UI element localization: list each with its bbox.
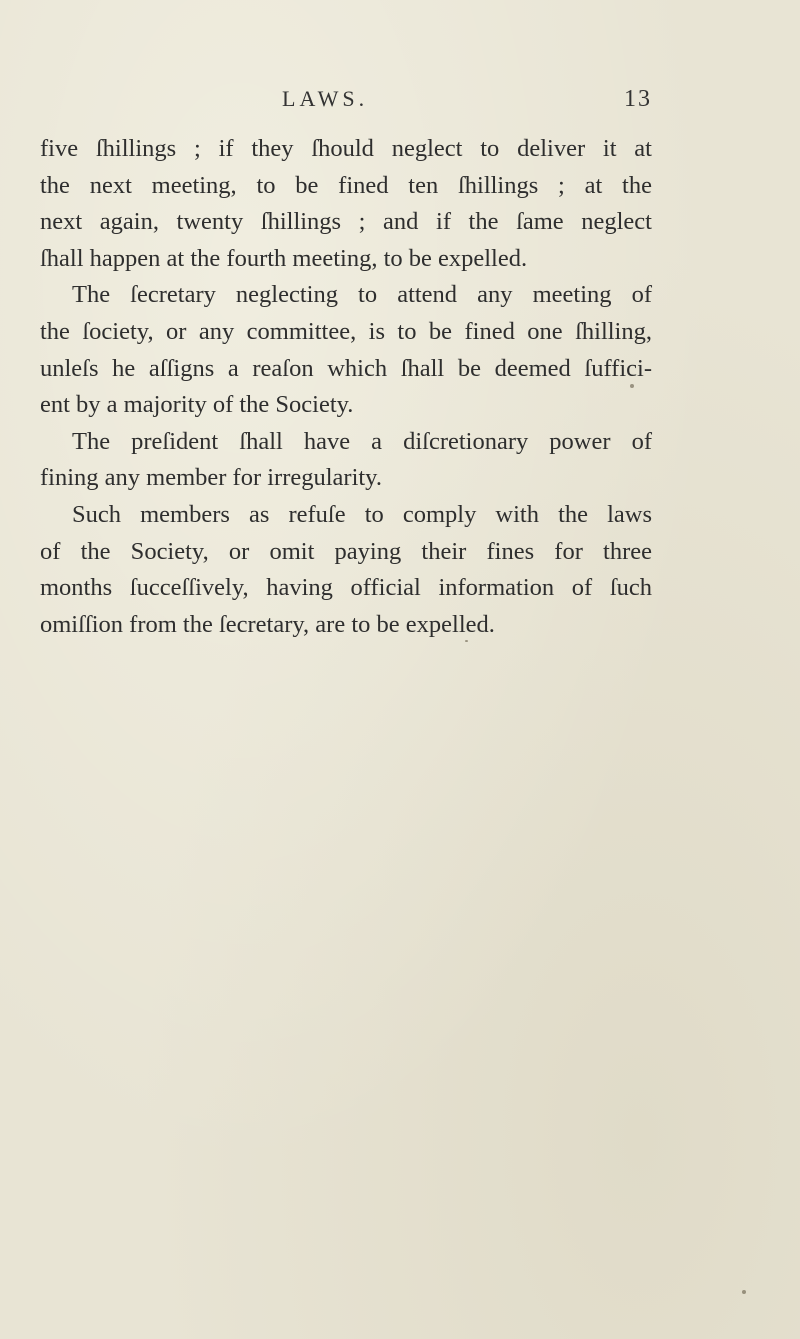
page-number: 13	[624, 86, 652, 112]
text-line: The preſident ſhall have a diſcretionary power of	[72, 427, 652, 455]
text-line: of the Society, or omit paying their fines for three	[40, 537, 652, 565]
text-line: next again, twenty ſhillings ; and if the ſame neglect	[40, 208, 652, 236]
paper-speck	[465, 640, 468, 642]
paper-speck	[742, 1290, 746, 1294]
text-line: the ſociety, or any committee, is to be fined one ſhilling,	[40, 317, 652, 345]
text-line: the next meeting, to be fined ten ſhillings ; at the	[40, 171, 652, 199]
text-line: ſhall happen at the fourth meeting, to be expelled.	[40, 244, 528, 272]
running-head	[40, 86, 652, 122]
text-line: fining any member for irregularity.	[40, 464, 382, 492]
body-text	[40, 131, 652, 643]
text-line: months ſucceſſively, having official information of ſuch	[40, 574, 652, 602]
text-line: unleſs he aſſigns a reaſon which ſhall be deemed ſuffici-	[40, 354, 652, 382]
text-line: omiſſion from the ſecretary, are to be expelled.	[40, 610, 495, 638]
text-line: five ſhillings ; if they ſhould neglect to deliver it at	[40, 135, 652, 162]
text-line: ent by a majority of the Society.	[40, 391, 354, 419]
text-line: Such members as refuſe to comply with the laws	[72, 500, 652, 528]
paper-speck	[630, 384, 634, 388]
running-title: LAWS.	[282, 86, 369, 111]
text-line: The ſecretary neglecting to attend any meeting of	[72, 281, 652, 309]
